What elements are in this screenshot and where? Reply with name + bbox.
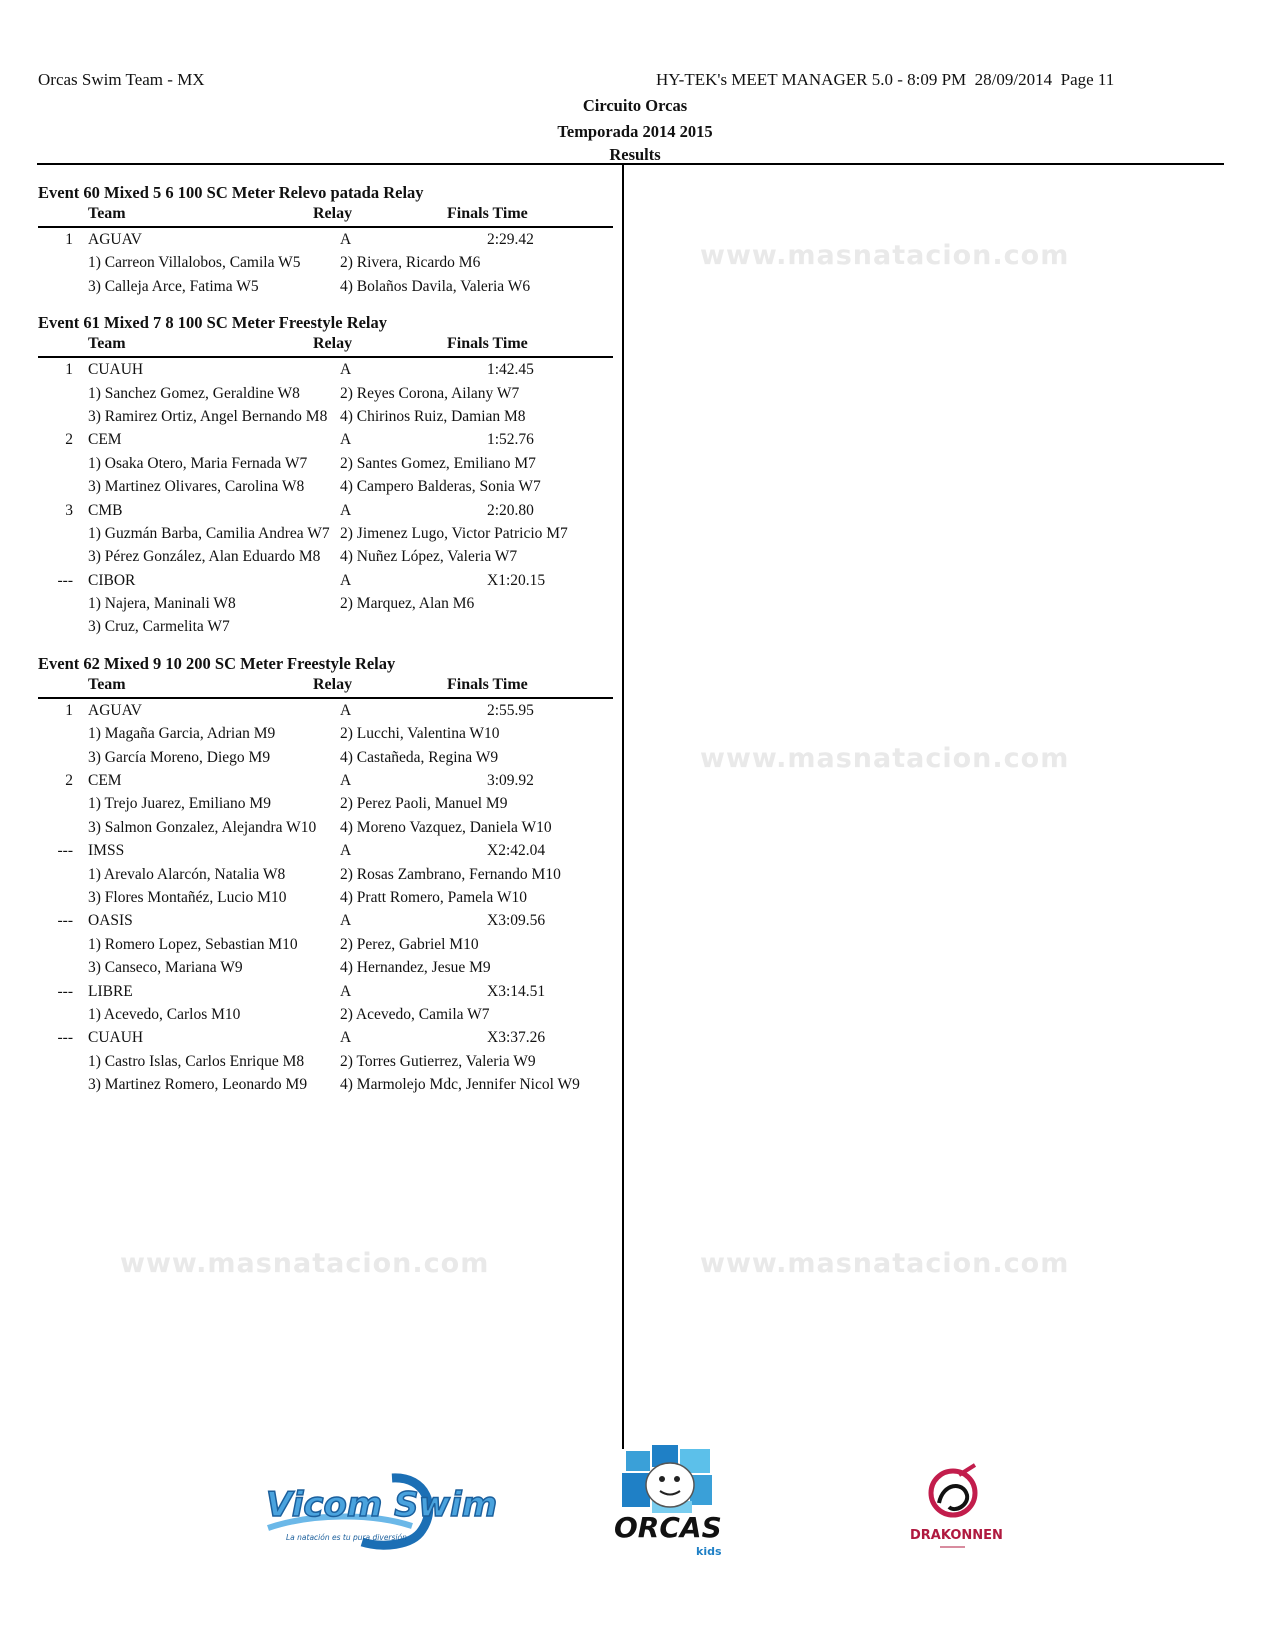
swimmer-name: 3) Calleja Arce, Fatima W5 xyxy=(88,277,259,295)
finals-time: X3:14.51 xyxy=(487,982,546,1000)
finals-time: 1:52.76 xyxy=(487,431,534,449)
section-title: Results xyxy=(609,145,661,164)
place: 2 xyxy=(65,431,73,449)
relay-letter: A xyxy=(340,231,352,248)
swimmer-row xyxy=(38,1050,613,1073)
swimmer-name: 2) Jimenez Lugo, Victor Patricio M7 xyxy=(340,524,568,542)
result-row xyxy=(38,980,613,1003)
place: --- xyxy=(57,571,73,589)
swimmer-name: 3) Pérez González, Alan Eduardo M8 xyxy=(88,548,321,566)
watermark: www.masnatacion.com xyxy=(700,240,1070,271)
svg-text:kids: kids xyxy=(696,1545,722,1558)
result-row xyxy=(38,499,613,522)
finals-time: 2:20.80 xyxy=(487,501,534,519)
finals-time: 1:42.45 xyxy=(487,361,534,379)
column-headers xyxy=(38,676,613,699)
result-row xyxy=(38,769,613,792)
column-header-relay: Relay xyxy=(313,205,353,222)
swimmer-name: 4) Campero Balderas, Sonia W7 xyxy=(340,478,541,496)
result-row xyxy=(38,909,613,932)
swimmer-name: 2) Acevedo, Camila W7 xyxy=(340,1005,490,1023)
swimmer-name: 1) Castro Islas, Carlos Enrique M8 xyxy=(88,1052,305,1070)
finals-time: X3:37.26 xyxy=(487,1029,546,1047)
swimmer-row xyxy=(38,382,613,405)
watermark: www.masnatacion.com xyxy=(700,1248,1070,1279)
place: 1 xyxy=(65,701,73,719)
relay-letter: A xyxy=(340,912,352,930)
team-name: CEM xyxy=(88,431,122,449)
result-row xyxy=(38,228,613,251)
column-header-team: Team xyxy=(88,335,126,353)
swimmer-row xyxy=(38,863,613,886)
finals-time: X1:20.15 xyxy=(487,571,546,589)
team-name: CUAUH xyxy=(88,1029,144,1047)
event-block xyxy=(38,180,613,298)
swimmer-name: 2) Santes Gomez, Emiliano M7 xyxy=(340,454,536,472)
result-row xyxy=(38,428,613,451)
finals-time: 2:55.95 xyxy=(487,701,534,719)
relay-letter: A xyxy=(340,431,352,449)
swimmer-name: 2) Rosas Zambrano, Fernando M10 xyxy=(340,865,561,883)
result-row xyxy=(38,358,613,381)
team-name: AGUAV xyxy=(88,231,142,248)
column-headers xyxy=(38,335,613,358)
vicom-swim-logo xyxy=(262,1468,498,1550)
place: --- xyxy=(57,1029,73,1047)
swimmer-row xyxy=(38,251,613,274)
swimmer-row xyxy=(38,1073,613,1096)
event-block xyxy=(38,310,613,639)
swimmer-name: 3) Salmon Gonzalez, Alejandra W10 xyxy=(88,818,317,836)
results-column xyxy=(38,180,613,1109)
swimmer-name: 3) Flores Montañéz, Lucio M10 xyxy=(88,888,287,906)
swimmer-name: 4) Hernandez, Jesue M9 xyxy=(340,959,491,977)
swimmer-name: 2) Lucchi, Valentina W10 xyxy=(340,725,500,743)
column-header-finals-time: Finals Time xyxy=(447,205,528,222)
finals-time: X2:42.04 xyxy=(487,842,546,860)
result-row xyxy=(38,699,613,722)
relay-letter: A xyxy=(340,571,352,589)
swimmer-row xyxy=(38,405,613,428)
swimmer-row xyxy=(38,452,613,475)
svg-text:DRAKONNEN: DRAKONNEN xyxy=(910,1528,1003,1543)
swimmer-row xyxy=(38,545,613,568)
meet-name: Circuito Orcas xyxy=(582,96,688,115)
relay-letter: A xyxy=(340,772,352,790)
team-name: IMSS xyxy=(88,842,125,860)
swimmer-row xyxy=(38,615,613,638)
team-name: CUAUH xyxy=(88,361,144,379)
finals-time: 3:09.92 xyxy=(487,772,534,790)
svg-text:Vicom Swim: Vicom Swim xyxy=(266,1485,498,1525)
swimmer-name: 1) Romero Lopez, Sebastian M10 xyxy=(88,935,298,953)
swimmer-name: 2) Torres Gutierrez, Valeria W9 xyxy=(340,1052,536,1070)
swimmer-name: 1) Guzmán Barba, Camilia Andrea W7 xyxy=(88,524,330,542)
place: --- xyxy=(57,982,73,1000)
event-block xyxy=(38,651,613,1097)
place: 1 xyxy=(65,361,73,379)
swimmer-name: 3) Martinez Olivares, Carolina W8 xyxy=(88,478,305,496)
relay-letter: A xyxy=(340,361,352,379)
top-rule xyxy=(37,163,1224,165)
place: 3 xyxy=(65,501,73,519)
place: 1 xyxy=(65,231,73,248)
swimmer-row xyxy=(38,275,613,298)
team-name: CEM xyxy=(88,772,122,790)
swimmer-name: 3) Martinez Romero, Leonardo M9 xyxy=(88,1076,308,1094)
swimmer-name: 2) Rivera, Ricardo M6 xyxy=(340,254,481,272)
swimmer-name: 4) Pratt Romero, Pamela W10 xyxy=(340,888,527,906)
season: Temporada 2014 2015 xyxy=(557,122,713,141)
swimmer-name: 1) Magaña Garcia, Adrian M9 xyxy=(88,725,276,743)
relay-letter: A xyxy=(340,982,352,1000)
header-right: HY-TEK's MEET MANAGER 5.0 - 8:09 PM 28/09/2014 Page 11 xyxy=(656,70,1115,89)
event-title: Event 60 Mixed 5 6 100 SC Meter Relevo patada Relay xyxy=(38,183,424,202)
swimmer-name: 3) Ramirez Ortiz, Angel Bernando M8 xyxy=(88,407,328,425)
swimmer-name: 2) Marquez, Alan M6 xyxy=(340,595,475,613)
relay-letter: A xyxy=(340,842,352,860)
swimmer-row xyxy=(38,1003,613,1026)
swimmer-row xyxy=(38,522,613,545)
drakonnen-logo xyxy=(905,1463,1010,1558)
swimmer-name: 3) Cruz, Carmelita W7 xyxy=(88,618,230,636)
event-title: Event 61 Mixed 7 8 100 SC Meter Freestyle Relay xyxy=(38,313,388,333)
watermark: www.masnatacion.com xyxy=(120,1248,490,1279)
swimmer-name: 3) Canseco, Mariana W9 xyxy=(88,959,243,977)
watermark: www.masnatacion.com xyxy=(700,743,1070,774)
team-name: AGUAV xyxy=(88,701,142,719)
column-header-relay: Relay xyxy=(313,335,353,353)
swimmer-name: 1) Osaka Otero, Maria Fernada W7 xyxy=(88,454,308,472)
swimmer-row xyxy=(38,933,613,956)
column-headers xyxy=(38,205,613,228)
swimmer-row xyxy=(38,746,613,769)
swimmer-row xyxy=(38,475,613,498)
place: --- xyxy=(57,912,73,930)
header-left: Orcas Swim Team - MX xyxy=(38,70,205,89)
result-row xyxy=(38,839,613,862)
column-header-team: Team xyxy=(88,675,126,693)
svg-text:ORCAS: ORCAS xyxy=(614,1511,722,1544)
team-name: CMB xyxy=(88,501,123,519)
swimmer-name: 1) Arevalo Alarcón, Natalia W8 xyxy=(88,865,286,883)
swimmer-name: 1) Sanchez Gomez, Geraldine W8 xyxy=(88,384,300,402)
swimmer-name: 4) Moreno Vazquez, Daniela W10 xyxy=(340,818,552,836)
swimmer-name: 4) Chirinos Ruiz, Damian M8 xyxy=(340,407,526,425)
team-name: LIBRE xyxy=(88,982,133,1000)
team-name: CIBOR xyxy=(88,571,136,589)
team-name: OASIS xyxy=(88,912,133,930)
column-header-team: Team xyxy=(88,205,126,222)
event-title: Event 62 Mixed 9 10 200 SC Meter Freestyle Relay xyxy=(38,653,396,673)
swimmer-row xyxy=(38,956,613,979)
relay-letter: A xyxy=(340,701,352,719)
orcas-kids-logo xyxy=(612,1443,727,1563)
swimmer-name: 1) Trejo Juarez, Emiliano M9 xyxy=(88,795,271,813)
swimmer-name: 3) García Moreno, Diego M9 xyxy=(88,748,271,766)
swimmer-name: 2) Reyes Corona, Ailany W7 xyxy=(340,384,520,402)
column-divider xyxy=(622,164,624,1449)
swimmer-row xyxy=(38,592,613,615)
swimmer-name: 1) Najera, Maninali W8 xyxy=(88,595,236,613)
relay-letter: A xyxy=(340,501,352,519)
swimmer-name: 1) Carreon Villalobos, Camila W5 xyxy=(88,254,301,272)
finals-time: 2:29.42 xyxy=(487,231,534,248)
place: 2 xyxy=(65,772,73,790)
result-row xyxy=(38,1026,613,1049)
result-row xyxy=(38,569,613,592)
swimmer-row xyxy=(38,886,613,909)
finals-time: X3:09.56 xyxy=(487,912,546,930)
swimmer-row xyxy=(38,816,613,839)
swimmer-name: 2) Perez, Gabriel M10 xyxy=(340,935,479,953)
place: --- xyxy=(57,842,73,860)
swimmer-name: 4) Bolaños Davila, Valeria W6 xyxy=(340,277,531,295)
swimmer-row xyxy=(38,722,613,745)
swimmer-name: 4) Nuñez López, Valeria W7 xyxy=(340,548,518,566)
swimmer-name: 4) Castañeda, Regina W9 xyxy=(340,748,499,766)
swimmer-name: 4) Marmolejo Mdc, Jennifer Nicol W9 xyxy=(340,1076,580,1094)
column-header-finals-time: Finals Time xyxy=(447,675,528,693)
column-header-finals-time: Finals Time xyxy=(447,335,528,353)
swimmer-name: 2) Perez Paoli, Manuel M9 xyxy=(340,795,508,813)
swimmer-name: 1) Acevedo, Carlos M10 xyxy=(88,1005,241,1023)
relay-letter: A xyxy=(340,1029,352,1047)
swimmer-row xyxy=(38,792,613,815)
svg-text:La natación es tu pura diversi: La natación es tu pura diversión xyxy=(286,1533,407,1542)
column-header-relay: Relay xyxy=(313,675,353,693)
